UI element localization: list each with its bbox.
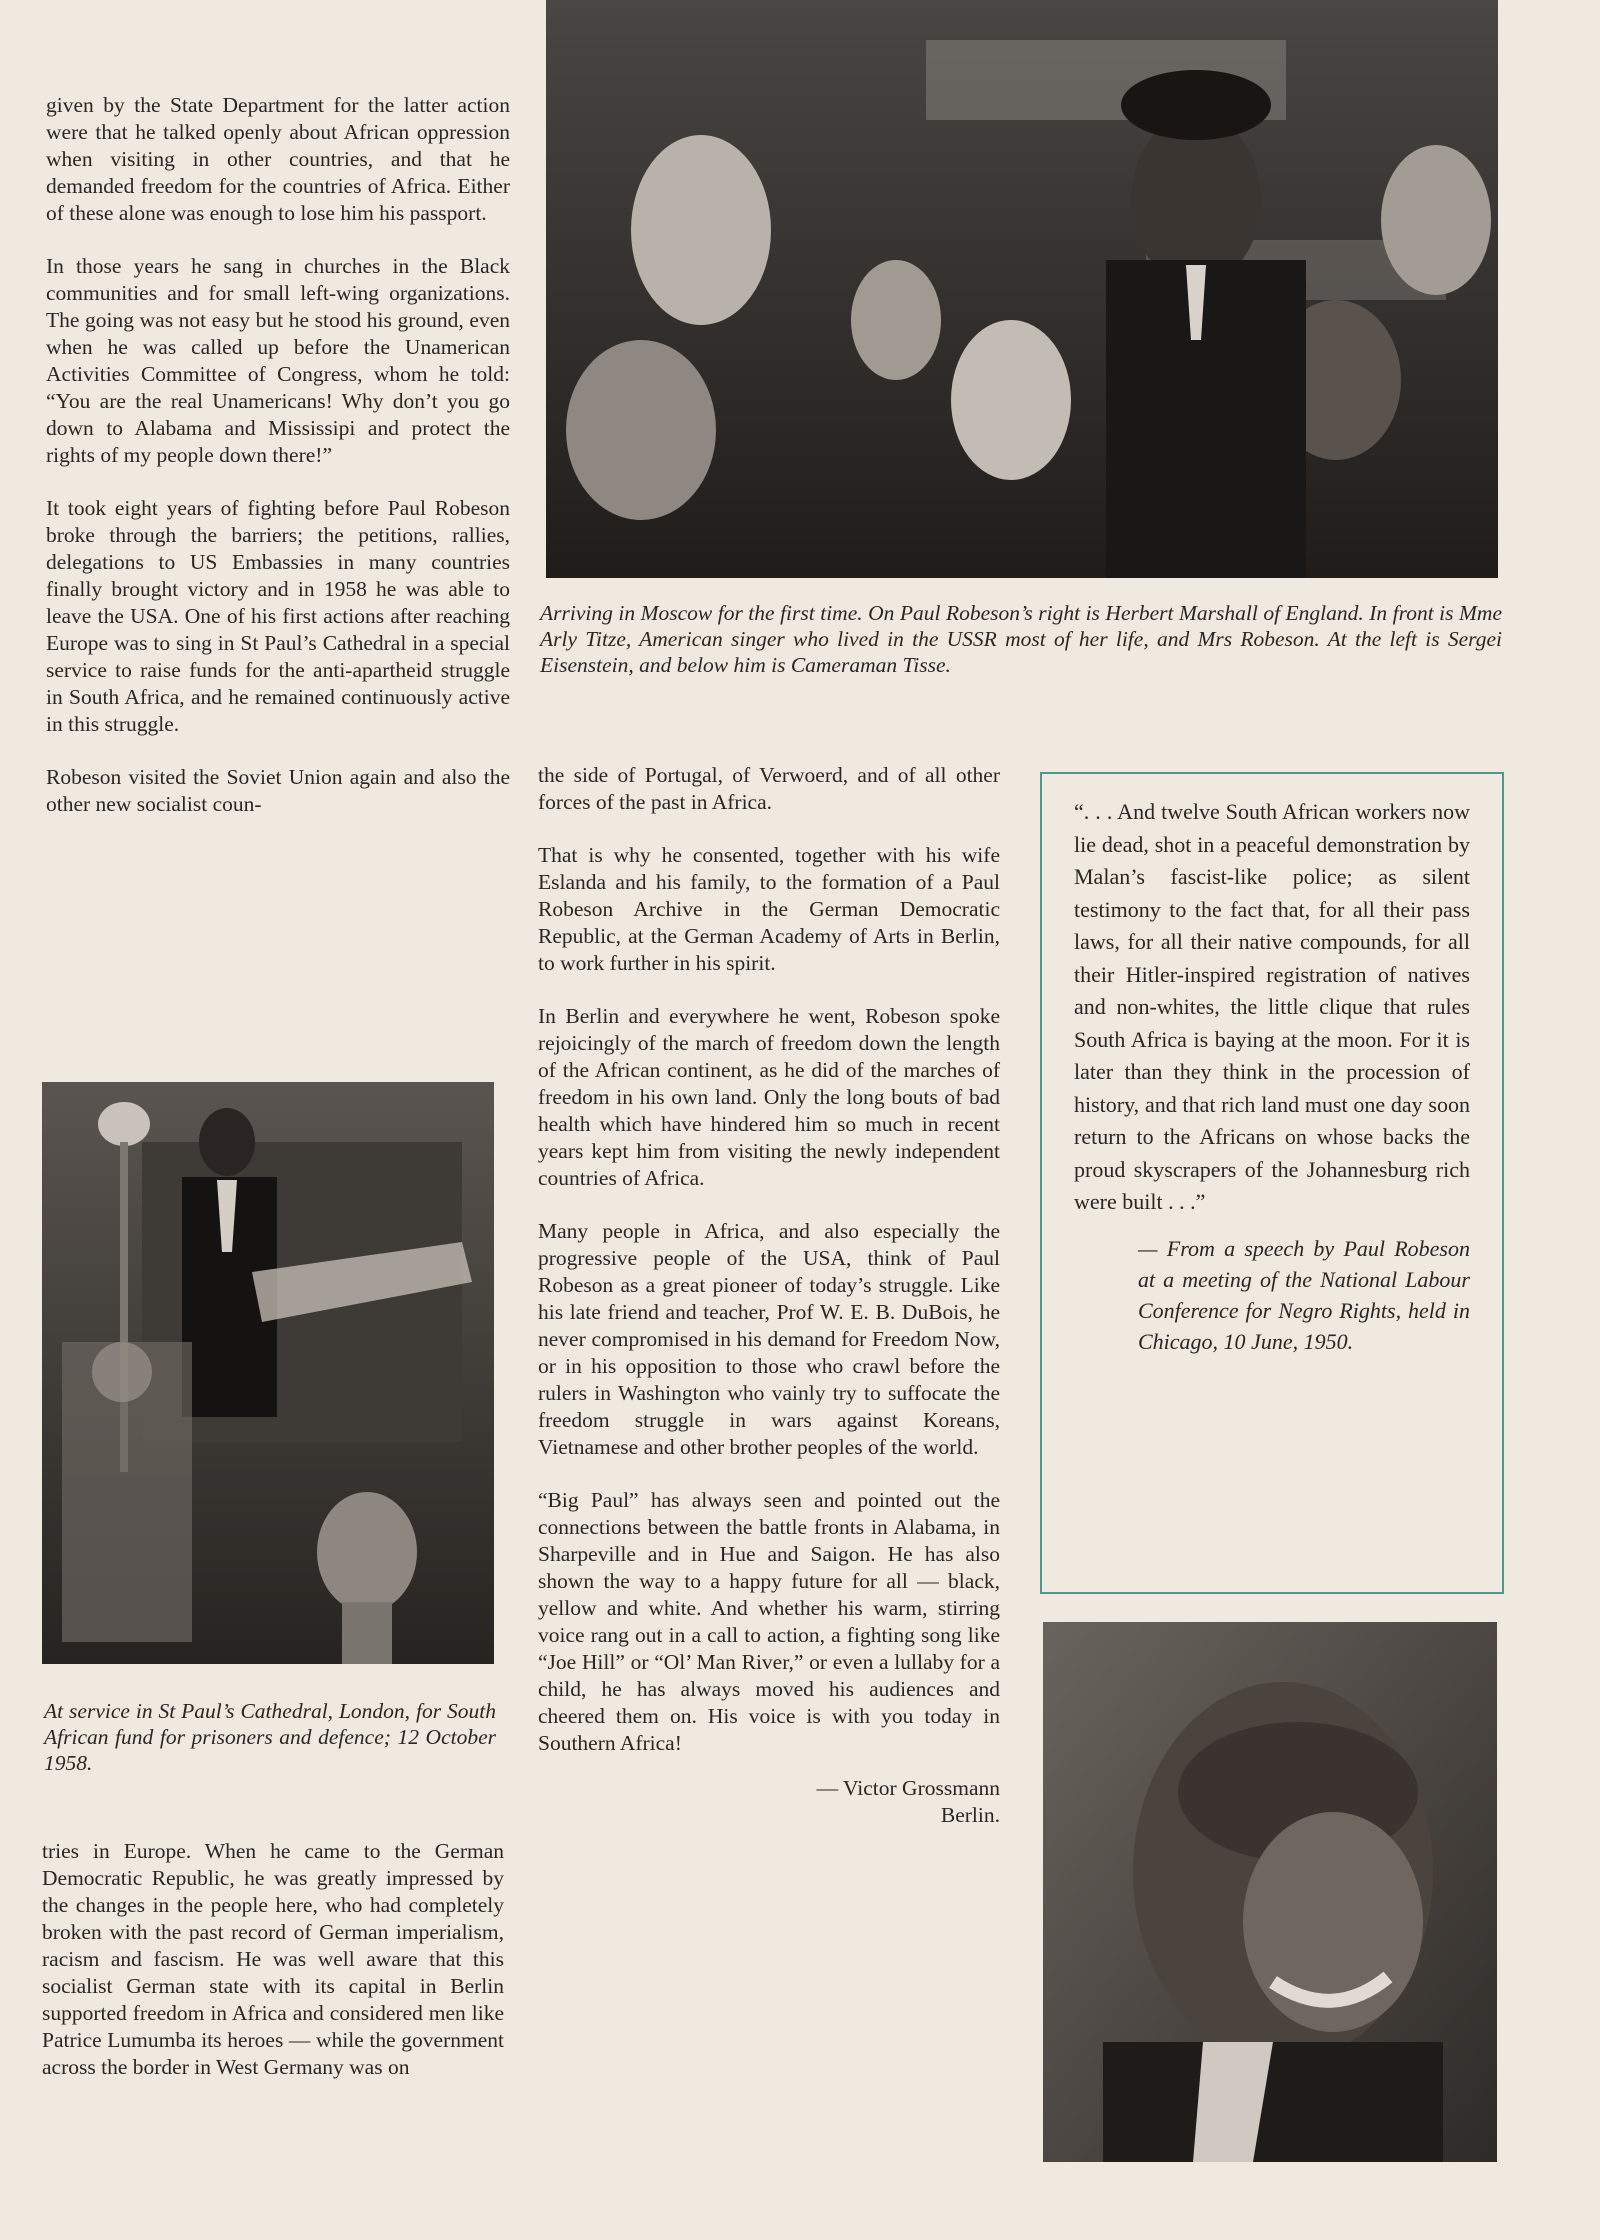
author-city: Berlin. (940, 1803, 1000, 1827)
paragraph: the side of Portugal, of Verwoerd, and of all other forces of the past in Africa. (538, 763, 1000, 814)
paragraph: “Big Paul” has always seen and pointed out the connections between the battle fronts in Alabama, in Sharpeville and in Hue and Saigon. He has also shown the way to a happy future for all — black, yellow and white. And whether his warm, stirring voice rang out in a call to action, a fighting song like “Joe Hill” or “Ol’ Man River,” or even a lullaby for a child, he has always moved his audiences and cheered them on. His voice is with you today in Southern Africa! (538, 1488, 1000, 1755)
paragraph: Many people in Africa, and also especially the progressive people of the USA, think of Paul Robeson as a great pioneer of today’s struggle. Like his late friend and teacher, Prof W. E. B. DuBois, he never compromised in his demand for Freedom Now, or in his opposition to those who crawl before the rulers in Washington who vainly try to suffocate the freedom struggle in wars against Koreans, Vietnamese and other brother peoples of the world. (538, 1219, 1000, 1459)
cathedral-photo (42, 1082, 494, 1664)
left-column-top (46, 92, 510, 844)
left-column-bottom (42, 1838, 504, 2107)
speech-quote-box (1040, 772, 1504, 1594)
robeson-portrait-photo (1043, 1622, 1497, 2162)
paragraph: In those years he sang in churches in the Black communities and for small left-wing organizations. The going was not easy but he stood his ground, even when he was called up before the Unamerican Activities Committee of Congress, whom he told: “You are the real Unamericans! Why don’t you go down to Alabama and Mississipi and protect the rights of my people down there!” (46, 254, 510, 467)
middle-column (538, 762, 1000, 1829)
quote-attribution: — From a speech by Paul Robeson at a meeting of the National Labour Conference for Negro Rights, held in Chicago, 10 June, 1950. (1138, 1235, 1470, 1354)
moscow-group-photo (546, 0, 1498, 578)
paragraph: tries in Europe. When he came to the German Democratic Republic, he was greatly impressed by the changes in the people here, who had completely broken with the past record of German imperialism, racism and fascism. He was well aware that this socialist German state with its capital in Berlin supported freedom in Africa and considered men like Patrice Lumumba its heroes — while the government across the border in West Germany was on (42, 1839, 504, 2079)
paragraph: It took eight years of fighting before Paul Robeson broke through the barriers; the petitions, rallies, delegations to US Embassies in many countries finally brought victory and in 1958 he was able to leave the USA. One of his first actions after reaching Europe was to sing in St Paul’s Cathedral in a special service to raise funds for the anti-apartheid struggle in South Africa, and he remained continuously active in this struggle. (46, 496, 510, 736)
paragraph: That is why he consented, together with his wife Eslanda and his family, to the formation of a Paul Robeson Archive in the German Democratic Republic, at the German Academy of Arts in Berlin, to work further in his spirit. (538, 843, 1000, 975)
quote-text: “. . . And twelve South African workers now lie dead, shot in a peaceful demonstration by Malan’s fascist-like police; as silent testimony to the fact that, for all their pass laws, for all their native compounds, for all their Hitler-inspired registration of natives and non-whites, the little clique that rules South Africa is baying at the moon. For it is later than they think in the procession of history, and that rich land must one day soon return to the Africans on whose backs the proud skyscrapers of the Johannesburg rich were built . . .” (1074, 799, 1470, 1214)
cathedral-photo-caption: At service in St Paul’s Cathedral, London, for South African fund for prisoners and defence; 12 October 1958. (44, 1699, 496, 1775)
paragraph: Robeson visited the Soviet Union again and also the other new socialist coun- (46, 765, 510, 816)
author-signature: — Victor Grossmann (816, 1776, 1000, 1800)
paragraph: In Berlin and everywhere he went, Robeson spoke rejoicingly of the march of freedom down the length of the African continent, as he did of the marches of freedom in his own land. Only the long bouts of bad health which have hindered him so much in recent years kept him from visiting the newly independent countries of Africa. (538, 1004, 1000, 1190)
paragraph: given by the State Department for the latter action were that he talked openly about African oppression when visiting in other countries, and that he demanded freedom for the countries of Africa. Either of these alone was enough to lose him his passport. (46, 93, 510, 225)
moscow-photo-caption: Arriving in Moscow for the first time. On Paul Robeson’s right is Herbert Marshall of England. In front is Mme Arly Titze, American singer who lived in the USSR most of her life, and Mrs Robeson. At the left is Sergei Eisenstein, and below him is Cameraman Tisse. (540, 601, 1502, 677)
